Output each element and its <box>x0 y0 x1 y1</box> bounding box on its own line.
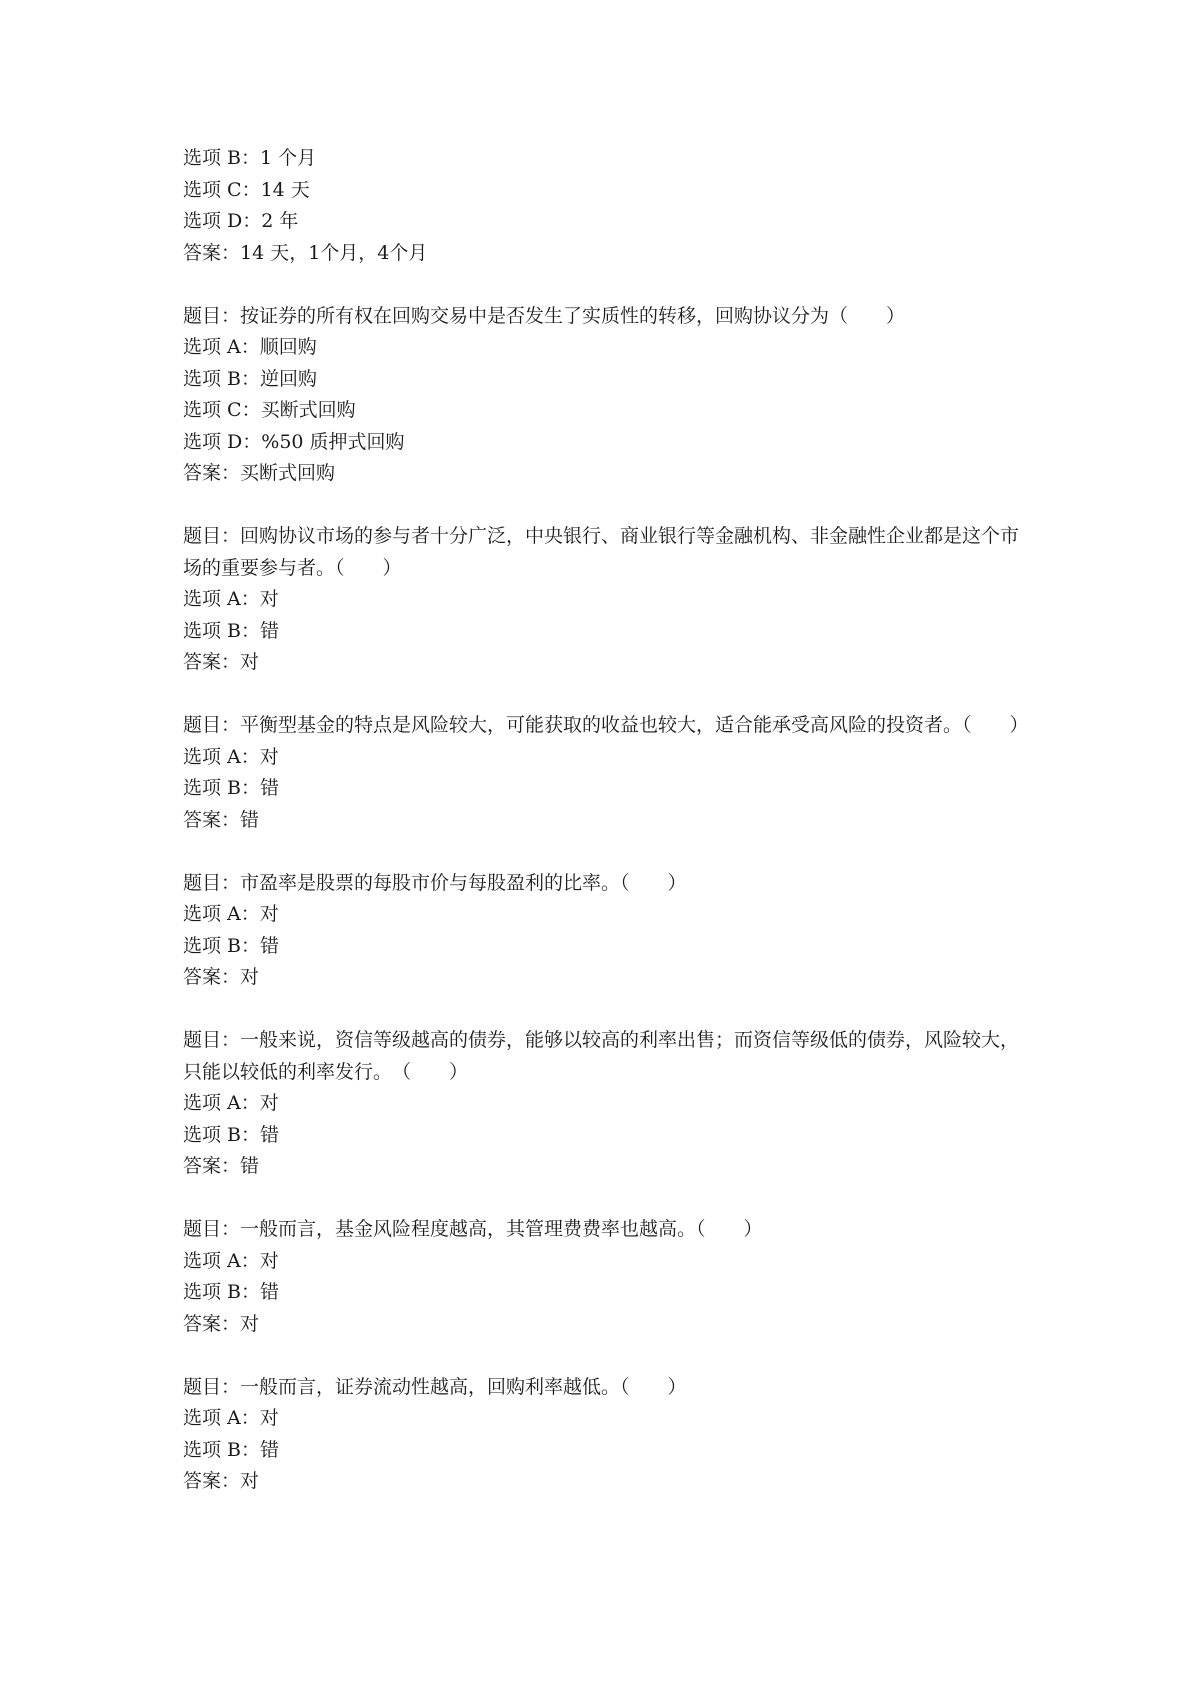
option-line: 选项 C：买断式回购 <box>183 399 356 421</box>
option-line: 选项 A：对 <box>183 1407 279 1429</box>
option-line: 选项 B：错 <box>183 619 280 642</box>
question-block <box>183 1214 1033 1340</box>
answer-line: 答案：14 天，1个月，4个月 <box>183 241 428 264</box>
option-line: 选项 B：错 <box>183 777 280 799</box>
question-title: 题目：一般而言，证券流动性越高，回购利率越低。（ ） <box>183 1375 687 1398</box>
answer-line: 答案：对 <box>183 1470 260 1492</box>
answer-line: 答案：错 <box>183 808 260 831</box>
question-block <box>183 1372 1033 1498</box>
option-line: 选项 A：对 <box>183 745 279 768</box>
spacer <box>183 269 1033 301</box>
question-title: 题目：平衡型基金的特点是风险较大，可能获取的收益也较大，适合能承受高风险的投资者。（ ） <box>183 714 1029 736</box>
question-title: 题目：回购协议市场的参与者十分广泛，中央银行、商业银行等金融机构、非金融性企业都是这个市场的重要参与者。（ ） <box>183 525 1020 579</box>
question-block <box>183 521 1033 679</box>
spacer <box>183 836 1033 868</box>
question-fragment <box>183 143 1033 269</box>
option-line: 选项 A：对 <box>183 1249 279 1272</box>
spacer <box>183 1183 1033 1215</box>
answer-line: 答案：对 <box>183 1312 260 1335</box>
option-line: 选项 C：14 天 <box>183 178 310 201</box>
answer-line: 答案：买断式回购 <box>183 462 336 484</box>
option-line: 选项 B：错 <box>183 934 280 957</box>
spacer <box>183 490 1033 522</box>
question-block <box>183 301 1033 490</box>
option-line: 选项 D：%50 质押式回购 <box>183 430 405 453</box>
question-block <box>183 868 1033 994</box>
question-block <box>183 710 1033 836</box>
answer-line: 答案：对 <box>183 651 260 673</box>
option-line: 选项 A：对 <box>183 588 279 610</box>
document-page <box>183 143 1033 1498</box>
question-block <box>183 1025 1033 1183</box>
option-line: 选项 B：1 个月 <box>183 147 317 169</box>
option-line: 选项 A：对 <box>183 1092 279 1114</box>
option-line: 选项 B：错 <box>183 1438 280 1461</box>
question-title: 题目：按证券的所有权在回购交易中是否发生了实质性的转移，回购协议分为（ ） <box>183 304 906 327</box>
option-line: 选项 B：错 <box>183 1281 280 1303</box>
option-line: 选项 A：对 <box>183 903 279 925</box>
option-line: 选项 B：逆回购 <box>183 367 318 390</box>
answer-line: 答案：对 <box>183 966 260 988</box>
option-line: 选项 A：顺回购 <box>183 336 317 358</box>
question-title: 题目：一般来说，资信等级越高的债券，能够以较高的利率出售；而资信等级低的债券，风险较大，只能以较低的利率发行。 （ ） <box>183 1029 1020 1083</box>
question-title: 题目：一般而言，基金风险程度越高，其管理费费率也越高。（ ） <box>183 1218 763 1240</box>
answer-line: 答案：错 <box>183 1155 260 1177</box>
spacer <box>183 1340 1033 1372</box>
spacer <box>183 679 1033 711</box>
option-line: 选项 D：2 年 <box>183 210 299 232</box>
question-title: 题目：市盈率是股票的每股市价与每股盈利的比率。（ ） <box>183 871 687 894</box>
spacer <box>183 994 1033 1026</box>
option-line: 选项 B：错 <box>183 1123 280 1146</box>
